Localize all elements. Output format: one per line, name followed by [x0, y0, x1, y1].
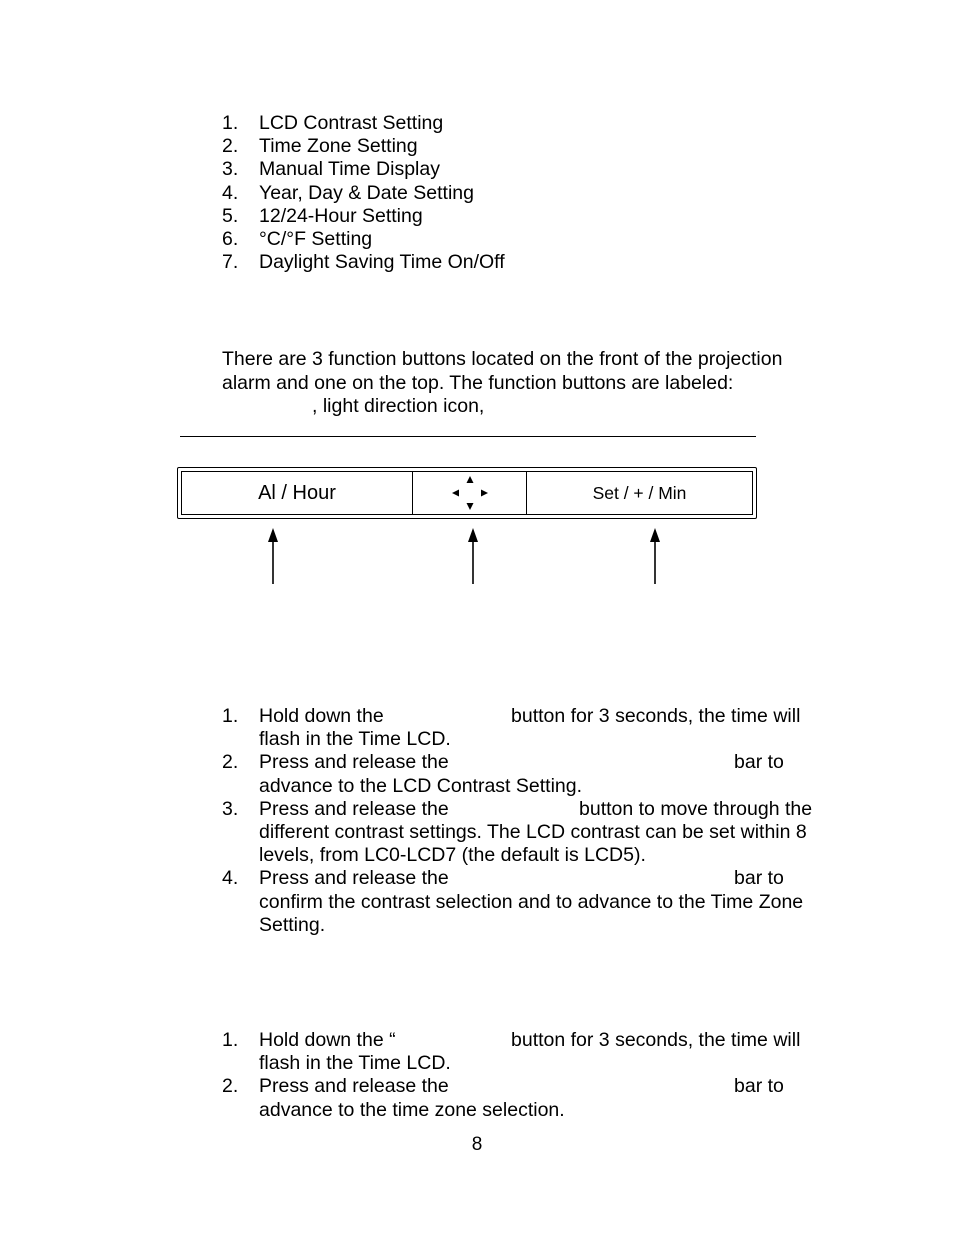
list-number: 3.	[222, 797, 239, 820]
list-item-continued	[222, 1052, 862, 1075]
step-text: flash in the Time LCD.	[259, 1052, 451, 1075]
step-text: Press and release the	[259, 797, 449, 820]
pointer-arrows	[0, 0, 954, 600]
list-text: °C/°F Setting	[259, 227, 373, 250]
list-item	[222, 798, 862, 821]
list-item-continued	[222, 728, 862, 751]
list-number: 4.	[222, 181, 239, 204]
list-item	[222, 1075, 862, 1098]
step-text: Hold down the “	[259, 1029, 396, 1051]
step-text: Press and release the	[259, 751, 449, 774]
list-item	[222, 705, 862, 728]
step-text: bar to	[734, 867, 784, 890]
list-item-continued	[222, 891, 862, 914]
step-text: Setting.	[259, 913, 326, 936]
arrow-up-icon	[650, 528, 660, 584]
al-hour-label: Al / Hour	[258, 481, 336, 504]
list-number: 2.	[222, 1075, 239, 1098]
list-item-continued	[222, 914, 862, 937]
list-item	[222, 867, 862, 890]
list-number: 6.	[222, 227, 239, 250]
arrow-up-icon	[268, 528, 278, 584]
list-item-continued	[222, 844, 862, 867]
step-text: Press and release the	[259, 867, 449, 890]
timezone-steps-list	[222, 1029, 862, 1122]
list-number: 7.	[222, 251, 239, 274]
step-text: advance to the time zone selection.	[259, 1098, 565, 1121]
step-text: bar to	[734, 1075, 784, 1098]
step-text: flash in the Time LCD.	[259, 728, 451, 751]
list-text: LCD Contrast Setting	[259, 112, 444, 134]
intro-line: alarm and one on the top. The function buttons are labeled:	[222, 371, 734, 394]
list-item-continued	[222, 775, 862, 798]
list-number: 1.	[222, 705, 239, 727]
list-text: Time Zone Setting	[259, 135, 418, 158]
step-text: bar to	[734, 751, 784, 774]
list-number: 2.	[222, 751, 239, 774]
list-number: 3.	[222, 158, 239, 181]
list-item-continued	[222, 821, 862, 844]
step-text: levels, from LC0-LCD7 (the default is LCD5).	[259, 844, 646, 867]
set-min-label: Set / + / Min	[592, 482, 687, 503]
step-text: button to move through the	[579, 797, 813, 820]
intro-line: , light direction icon,	[312, 395, 485, 417]
step-text: Hold down the	[259, 705, 384, 727]
step-text: button for 3 seconds, the time will	[511, 705, 801, 727]
list-text: 12/24-Hour Setting	[259, 204, 423, 227]
list-item	[222, 751, 862, 774]
arrow-up-icon	[468, 528, 478, 584]
step-text: different contrast settings. The LCD contrast can be set within 8	[259, 820, 807, 843]
list-text: Daylight Saving Time On/Off	[259, 251, 505, 274]
step-text: Press and release the	[259, 1075, 449, 1098]
list-number: 5.	[222, 204, 239, 227]
step-text: advance to the LCD Contrast Setting.	[259, 774, 583, 797]
list-number: 1.	[222, 1029, 239, 1051]
list-number: 4.	[222, 867, 239, 890]
list-number: 2.	[222, 135, 239, 158]
list-item	[222, 1029, 862, 1052]
page-number: 8	[471, 1134, 483, 1155]
list-number: 1.	[222, 112, 239, 134]
list-text: Manual Time Display	[259, 158, 440, 181]
contrast-steps-list	[222, 705, 862, 937]
step-text: button for 3 seconds, the time will	[511, 1029, 801, 1051]
intro-line: There are 3 function buttons located on the front of the projection	[222, 348, 783, 370]
list-text: Year, Day & Date Setting	[259, 181, 474, 204]
list-item-continued	[222, 1099, 862, 1122]
step-text: confirm the contrast selection and to advance to the Time Zone	[259, 890, 804, 913]
